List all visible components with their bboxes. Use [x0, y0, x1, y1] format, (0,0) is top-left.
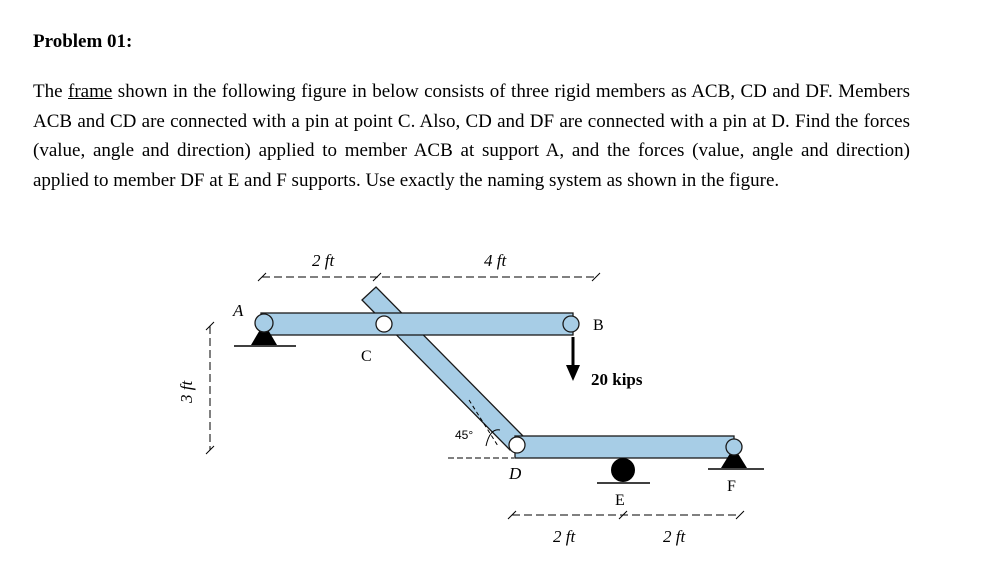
pin-d: [509, 437, 525, 453]
tick-bottom-right: [736, 511, 744, 519]
problem-title: Problem 01:: [33, 31, 133, 52]
dim-top-left: 2 ft: [312, 251, 335, 270]
member-cd: [362, 287, 524, 450]
top-dimension: [258, 273, 600, 281]
dim-bottom-left: 2 ft: [553, 527, 576, 546]
statement-rest: shown in the following figure in below consists of three rigid members as ACB, CD and DF. Members ACB and CD are connected with a pin at point C. Also, CD and DF are connected with a pin at D. Find the forces (value, angle and direction) applied to member ACB at support A, and the forces (value, angle and direction) applied to member DF at E and F supports. Use exactly the naming system as shown in the figure.: [33, 81, 910, 191]
dim-height: 3 ft: [177, 380, 196, 403]
joint-b: [563, 316, 579, 332]
pin-f: [726, 439, 742, 455]
height-dimension: [206, 322, 214, 454]
statement-underlined-word: frame: [68, 81, 113, 102]
member-acb: [261, 313, 573, 335]
bottom-dimension: [508, 511, 744, 519]
label-d: D: [509, 464, 522, 483]
support-e: [597, 458, 650, 483]
load-arrow-head: [566, 365, 580, 381]
label-a: A: [233, 301, 244, 320]
label-b: B: [593, 317, 604, 334]
angle-label: 45°: [455, 428, 474, 442]
label-f: F: [727, 478, 736, 495]
label-c: C: [361, 348, 372, 365]
load-arrow: [566, 337, 580, 381]
member-df: [515, 436, 734, 458]
statement-start: The: [33, 81, 69, 102]
pin-a: [255, 314, 273, 332]
load-label: 20 kips: [591, 370, 643, 389]
dim-top-right: 4 ft: [484, 251, 507, 270]
support-e-roller: [611, 458, 635, 482]
dim-bottom-right: 2 ft: [663, 527, 686, 546]
label-e: E: [615, 492, 625, 509]
pin-c: [376, 316, 392, 332]
